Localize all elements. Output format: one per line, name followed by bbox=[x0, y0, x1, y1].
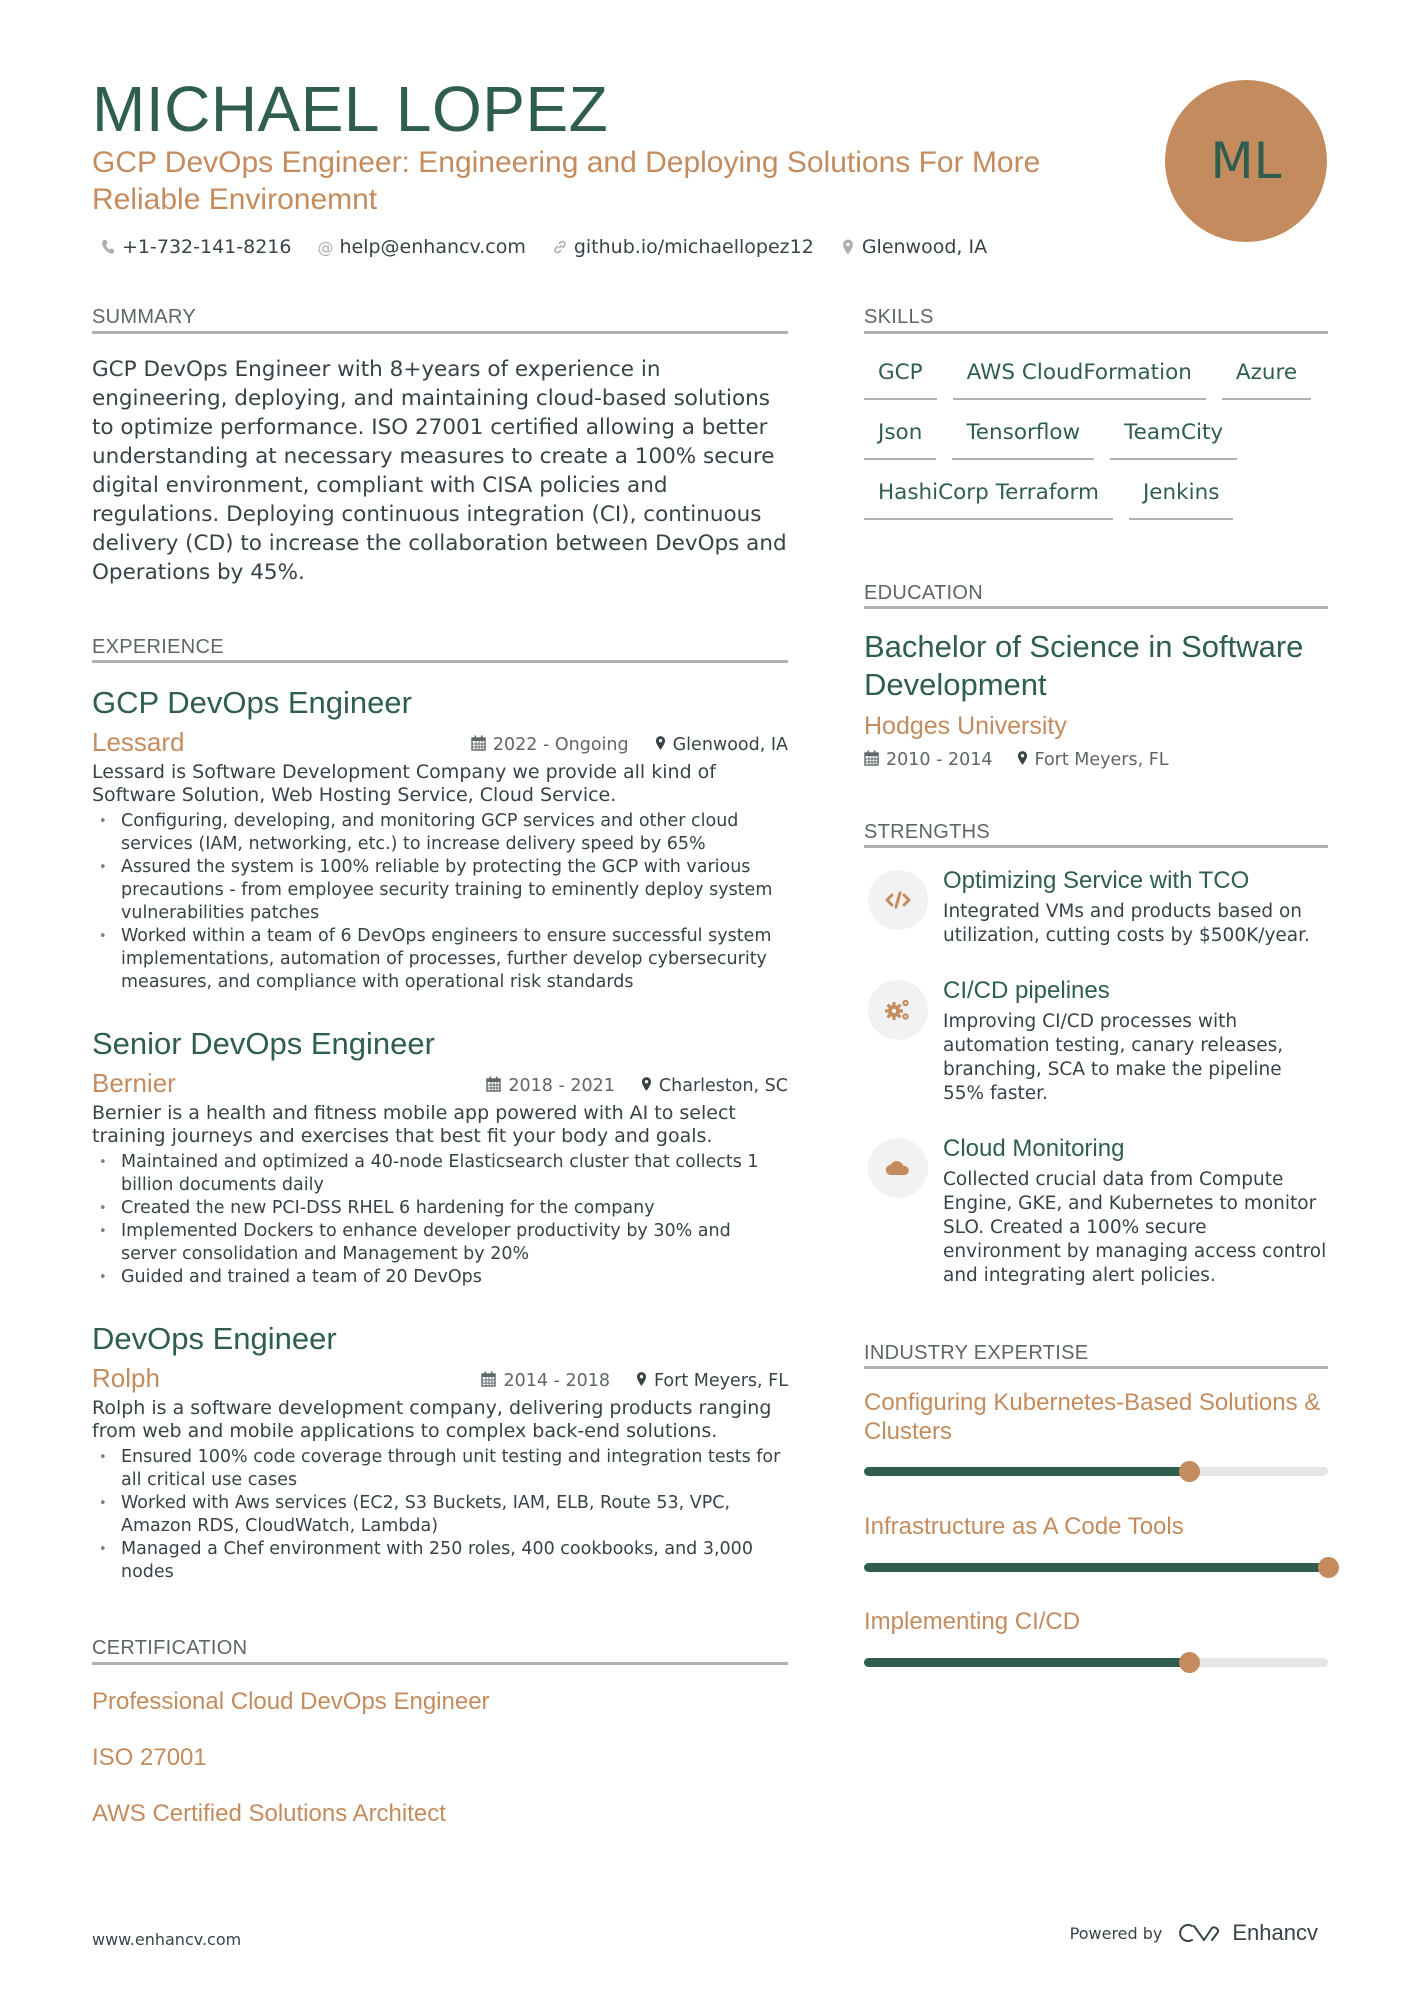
contact-link-text: github.io/michaellopez12 bbox=[573, 236, 814, 258]
strength-description: Improving CI/CD processes with automation testing, canary releases, branching, SCA to make the pipeline 55% faster. bbox=[943, 1011, 1284, 1104]
achievement-item: • Maintained and optimized a 40-node Elasticsearch cluster that collects 1 billion documents daily bbox=[92, 1151, 788, 1197]
location-icon bbox=[840, 239, 856, 255]
job-dates bbox=[481, 1371, 610, 1391]
contact-location-text: Glenwood, IA bbox=[861, 236, 988, 258]
expertise-level-knob bbox=[1179, 1461, 1200, 1482]
education-location bbox=[1017, 750, 1169, 770]
powered-by-label: Powered by bbox=[1069, 1923, 1163, 1943]
expertise-item bbox=[864, 1512, 1328, 1572]
achievement-item: • Assured the system is 100% reliable by protecting the GCP with various precautions - from employee security training to eminently deploy system vulnerabilities patches bbox=[92, 856, 788, 925]
skill-tag: AWS CloudFormation bbox=[953, 356, 1206, 400]
at-icon: @ bbox=[317, 237, 334, 257]
company-description: Bernier is a health and fitness mobile app powered with AI to select training journeys and exercises that best fit your body and goals. bbox=[92, 1102, 736, 1147]
location-icon bbox=[655, 735, 666, 755]
achievement-list bbox=[92, 810, 788, 994]
avatar bbox=[1165, 80, 1327, 242]
achievement-item: • Worked within a team of 6 DevOps engineers to ensure successful system implementations, automation of processes, further develop cybersecurity measures, and compliance with operational risk standards bbox=[92, 925, 788, 994]
skill-tag: Json bbox=[864, 416, 936, 460]
avatar-initials: ML bbox=[1210, 132, 1282, 190]
job-title: DevOps Engineer bbox=[92, 1321, 337, 1356]
experience-divider bbox=[92, 660, 788, 663]
summary-section-title: SUMMARY bbox=[92, 306, 196, 328]
contact-phone[interactable] bbox=[100, 236, 291, 258]
education-divider bbox=[864, 606, 1328, 609]
strength-title: Optimizing Service with TCO bbox=[943, 867, 1250, 894]
strength-title: CI/CD pipelines bbox=[943, 977, 1110, 1004]
strengths-divider bbox=[864, 845, 1328, 848]
skill-tag: Azure bbox=[1222, 356, 1311, 400]
certification-divider bbox=[92, 1662, 788, 1665]
job-dates-text: 2022 - Ongoing bbox=[492, 735, 629, 755]
certification-item: AWS Certified Solutions Architect bbox=[92, 1800, 446, 1827]
job-location bbox=[636, 1371, 788, 1391]
job-title: GCP DevOps Engineer bbox=[92, 685, 412, 720]
summary-divider bbox=[92, 331, 788, 334]
skill-tag: Jenkins bbox=[1129, 476, 1233, 520]
certification-item: ISO 27001 bbox=[92, 1744, 207, 1771]
expertise-level-fill bbox=[864, 1658, 1189, 1667]
calendar-icon bbox=[486, 1076, 501, 1096]
skill-tag: Tensorflow bbox=[952, 416, 1094, 460]
calendar-icon bbox=[471, 735, 486, 755]
skills-section-title: SKILLS bbox=[864, 306, 934, 328]
code-icon bbox=[868, 870, 928, 930]
phone-icon bbox=[100, 239, 116, 255]
certification-item: Professional Cloud DevOps Engineer bbox=[92, 1688, 490, 1715]
expertise-level-fill bbox=[864, 1467, 1189, 1476]
enhancv-logo[interactable] bbox=[1178, 1920, 1318, 1946]
job-dates-text: 2018 - 2021 bbox=[508, 1076, 615, 1096]
expertise-label: Implementing CI/CD bbox=[864, 1608, 1081, 1635]
contact-bar bbox=[100, 236, 987, 258]
strength-description: Integrated VMs and products based on utilization, cutting costs by $500K/year. bbox=[943, 901, 1310, 946]
footer-website-link[interactable]: www.enhancv.com bbox=[92, 1930, 242, 1949]
education-dates bbox=[864, 750, 993, 770]
expertise-label: Configuring Kubernetes-Based Solutions & Clusters bbox=[864, 1389, 1321, 1445]
strength-item bbox=[864, 1134, 1328, 1304]
achievement-item: • Created the new PCI-DSS RHEL 6 hardening for the company bbox=[92, 1197, 788, 1220]
skill-tag: TeamCity bbox=[1110, 416, 1237, 460]
expertise-level-knob bbox=[1179, 1652, 1200, 1673]
footer-branding bbox=[1070, 1920, 1318, 1946]
candidate-name: MICHAEL LOPEZ bbox=[92, 73, 609, 145]
job-dates bbox=[486, 1076, 615, 1096]
education-dates-text: 2010 - 2014 bbox=[886, 750, 993, 770]
headline: GCP DevOps Engineer: Engineering and Deploying Solutions For More Reliable Environemnt bbox=[92, 146, 1041, 216]
strength-description: Collected crucial data from Compute Engine, GKE, and Kubernetes to monitor SLO. Created a 100% secure environment by managing access control and integrating alert policies. bbox=[943, 1169, 1327, 1286]
skills-list bbox=[864, 356, 1328, 536]
certification-section-title: CERTIFICATION bbox=[92, 1637, 248, 1659]
experience-item bbox=[92, 684, 788, 994]
summary-text: GCP DevOps Engineer with 8+years of experience in engineering, deploying, and maintaining cloud-based solutions to optimize performance. ISO 27001 certified allowing a better understanding at necessary measures to create a 100% secure digital environment, compliant with CISA policies and regulations. Deploying continuous integration (CI), continuous delivery (CD) to increase the collaboration between DevOps and Operations by 45%. bbox=[92, 357, 787, 585]
education-meta bbox=[864, 750, 1169, 770]
cloud-icon bbox=[868, 1138, 928, 1198]
company-name: Rolph bbox=[92, 1363, 160, 1393]
education-location-text: Fort Meyers, FL bbox=[1034, 750, 1169, 770]
expertise-item bbox=[864, 1607, 1328, 1667]
experience-item bbox=[92, 1025, 788, 1289]
location-icon bbox=[1017, 750, 1028, 770]
achievement-item: • Worked with Aws services (EC2, S3 Buckets, IAM, ELB, Route 53, VPC, Amazon RDS, CloudWatch, Lambda) bbox=[92, 1492, 788, 1538]
company-name: Lessard bbox=[92, 727, 185, 757]
strength-item bbox=[864, 866, 1328, 966]
expertise-level-bar bbox=[864, 1467, 1328, 1476]
skill-tag: HashiCorp Terraform bbox=[864, 476, 1113, 520]
education-degree: Bachelor of Science in Software Development bbox=[864, 629, 1304, 702]
enhancv-logo-icon bbox=[1178, 1922, 1224, 1944]
education-school: Hodges University bbox=[864, 712, 1067, 740]
achievement-list bbox=[92, 1151, 788, 1289]
contact-link[interactable] bbox=[552, 236, 814, 258]
expertise-level-bar bbox=[864, 1658, 1328, 1667]
achievement-item: • Configuring, developing, and monitoring GCP services and other cloud services (IAM, networking, etc.) to increase delivery speed by 65% bbox=[92, 810, 788, 856]
enhancv-brand-name: Enhancv bbox=[1232, 1920, 1318, 1945]
contact-email[interactable] bbox=[317, 236, 525, 258]
job-location-text: Fort Meyers, FL bbox=[653, 1371, 788, 1391]
achievement-item: • Ensured 100% code coverage through unit testing and integration tests for all critical use cases bbox=[92, 1446, 788, 1492]
contact-email-text: help@enhancv.com bbox=[339, 236, 526, 258]
achievement-item: • Guided and trained a team of 20 DevOps bbox=[92, 1266, 788, 1289]
experience-item bbox=[92, 1320, 788, 1584]
job-title: Senior DevOps Engineer bbox=[92, 1026, 435, 1061]
strengths-section-title: STRENGTHS bbox=[864, 821, 991, 843]
strength-title: Cloud Monitoring bbox=[943, 1135, 1125, 1162]
company-description: Lessard is Software Development Company we provide all kind of Software Solution, Web Hosting Service, Cloud Service. bbox=[92, 761, 716, 806]
job-dates-text: 2014 - 2018 bbox=[503, 1371, 610, 1391]
strength-item bbox=[864, 976, 1328, 1116]
company-name: Bernier bbox=[92, 1068, 176, 1098]
achievement-item: • Managed a Chef environment with 250 roles, 400 cookbooks, and 3,000 nodes bbox=[92, 1538, 788, 1584]
contact-phone-text: +1-732-141-8216 bbox=[122, 236, 292, 258]
job-location bbox=[655, 735, 788, 755]
skills-divider bbox=[864, 331, 1328, 334]
location-icon bbox=[636, 1371, 647, 1391]
calendar-icon bbox=[481, 1371, 496, 1391]
job-location-text: Charleston, SC bbox=[658, 1076, 788, 1096]
achievement-list bbox=[92, 1446, 788, 1584]
contact-location bbox=[840, 236, 987, 258]
link-icon bbox=[552, 239, 568, 255]
job-location bbox=[641, 1076, 788, 1096]
job-dates bbox=[471, 735, 629, 755]
expertise-level-fill bbox=[864, 1563, 1328, 1572]
industry-expertise-divider bbox=[864, 1366, 1328, 1369]
gears-icon bbox=[868, 980, 928, 1040]
calendar-icon bbox=[864, 750, 879, 770]
skill-tag: GCP bbox=[864, 356, 937, 400]
education-section-title: EDUCATION bbox=[864, 582, 983, 604]
experience-section-title: EXPERIENCE bbox=[92, 636, 224, 658]
company-description: Rolph is a software development company, delivering products ranging from web and mobile applications to complex back-end solutions. bbox=[92, 1397, 772, 1442]
achievement-item: • Implemented Dockers to enhance developer productivity by 30% and server consolidation and Management by 20% bbox=[92, 1220, 788, 1266]
expertise-label: Infrastructure as A Code Tools bbox=[864, 1513, 1184, 1540]
expertise-item bbox=[864, 1388, 1328, 1476]
industry-expertise-section-title: INDUSTRY EXPERTISE bbox=[864, 1342, 1089, 1364]
location-icon bbox=[641, 1076, 652, 1096]
expertise-level-knob bbox=[1318, 1557, 1339, 1578]
expertise-level-bar bbox=[864, 1563, 1328, 1572]
job-location-text: Glenwood, IA bbox=[672, 735, 788, 755]
